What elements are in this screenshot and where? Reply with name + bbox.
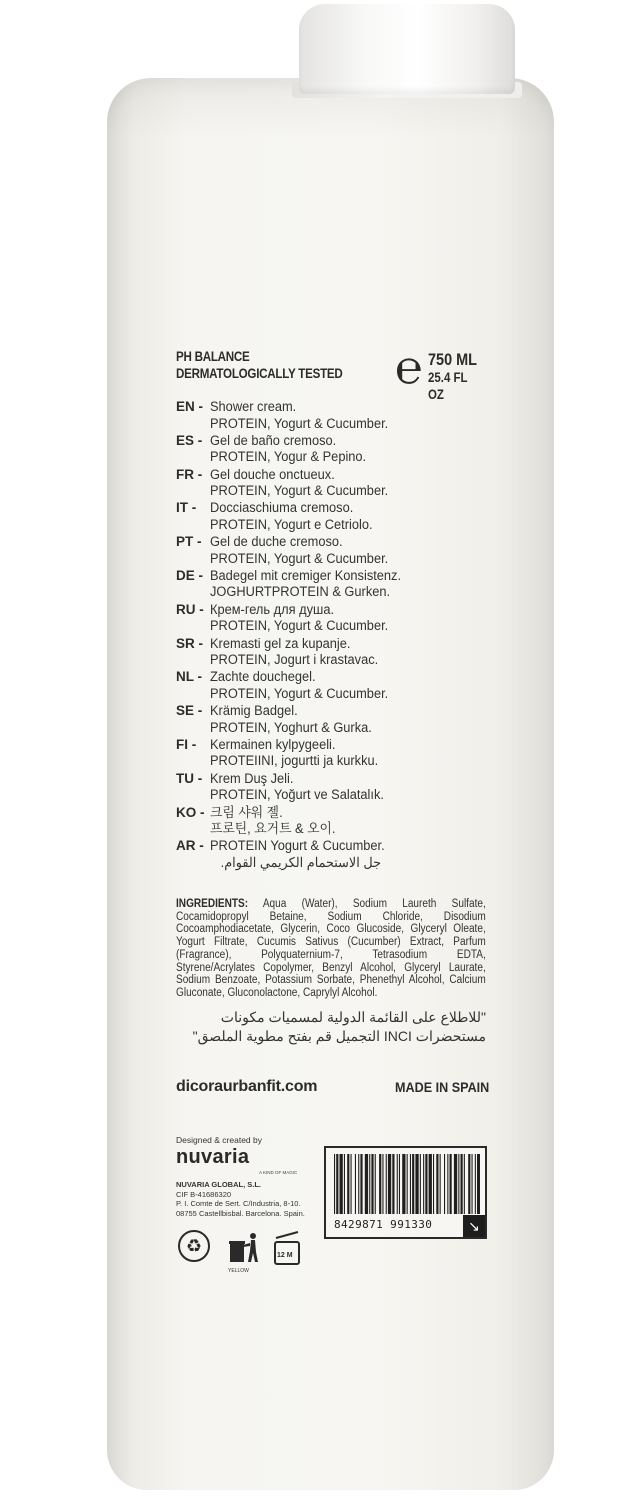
- ingredients-heading: INGREDIENTS:: [176, 898, 249, 910]
- language-row: [176, 399, 486, 433]
- barcode-bar: [371, 1154, 373, 1214]
- language-text: [210, 399, 388, 432]
- claim-ph-balance: PH BALANCE: [176, 349, 250, 364]
- barcode-bar: [472, 1154, 473, 1214]
- tidyman-icon: [227, 1230, 261, 1264]
- language-text: [210, 467, 388, 500]
- arrow-icon: ↘: [463, 1215, 485, 1237]
- product-name: Gel de baño cremoso.: [210, 432, 337, 448]
- barcode-bar: [447, 1154, 448, 1214]
- barcode-bar: [450, 1154, 452, 1214]
- barcode-bar: [468, 1154, 470, 1214]
- barcode-bar: [399, 1154, 400, 1214]
- barcode-bar: [425, 1154, 427, 1214]
- barcode-bar: [379, 1154, 381, 1214]
- arabic-inci-note: [176, 1008, 486, 1046]
- language-code: SR -: [176, 635, 203, 651]
- language-row: [176, 568, 486, 602]
- language-code: RU -: [176, 601, 204, 617]
- language-text: [210, 534, 388, 567]
- language-code: KO -: [176, 804, 205, 820]
- language-code: NL -: [176, 669, 202, 685]
- company-address-1: P. I. Comte de Sert. C/Industria, 8-10.: [176, 1199, 301, 1208]
- company-info: [176, 1180, 305, 1218]
- language-code: DE -: [176, 567, 203, 583]
- barcode-bar: [423, 1154, 424, 1214]
- open-jar-icon: [272, 1228, 302, 1266]
- language-row: [176, 467, 486, 501]
- barcode-bar: [454, 1154, 457, 1214]
- language-row: [176, 500, 486, 534]
- arabic-note-line-2: مستحضرات INCI التجميل قم بفتح مطوية الملصق": [192, 1028, 486, 1044]
- barcode-bar: [436, 1154, 438, 1214]
- language-code: TU -: [176, 770, 203, 786]
- product-variant: 프로틴, 요거트 & 오이.: [210, 821, 336, 837]
- language-row: [176, 703, 486, 737]
- ingredients-text: Aqua (Water), Sodium Laureth Sulfate, Cocamidopropyl Betaine, Sodium Chloride, Disodium Cocoamphodiacetate, Glycerin, Coco Glucoside, Glyceryl Oleate, Yogurt Filtrate, Cucumis Sativus (Cucumber) Extract, Parfum (Fragrance), Polyquaternium-7, Tetrasodium EDTA, Styrene/Acrylates Copolymer, Benzyl Alcohol, Glyceryl Laurate, Sodium Benzoate, Potassium Sorbate, Phenethyl Alcohol, Calcium Gluconate, Gluconolactone, Caprylyl Alcohol.: [176, 898, 486, 999]
- barcode-bar: [382, 1154, 383, 1214]
- language-code: AR -: [176, 838, 204, 854]
- product-name: PROTEIN Yogurt & Cucumber.: [210, 838, 385, 854]
- barcode-bar: [412, 1154, 414, 1214]
- barcode-bar: [336, 1154, 338, 1214]
- product-variant: PROTEIN, Yogurt e Cetriolo.: [210, 516, 373, 532]
- language-text: [210, 433, 366, 466]
- product-variant: PROTEIN, Yogurt & Cucumber.: [210, 618, 389, 634]
- tidyman-label: YELLOW: [228, 1268, 249, 1274]
- product-name: Kremasti gel za kupanje.: [210, 635, 351, 651]
- barcode-bar: [388, 1154, 391, 1214]
- barcode-bar: [464, 1154, 465, 1214]
- language-text: [210, 838, 385, 871]
- bottle-cap: [299, 4, 515, 94]
- language-code: SE -: [176, 703, 203, 719]
- product-name: 크림 샤워 젤.: [210, 804, 283, 820]
- language-text: [210, 500, 373, 533]
- barcode-number: 8429871 991330: [334, 1218, 433, 1231]
- language-text: [210, 636, 378, 669]
- language-code: PT -: [176, 534, 202, 550]
- barcode-bar: [375, 1154, 376, 1214]
- barcode-bar: [358, 1154, 359, 1214]
- language-list: [176, 399, 486, 872]
- barcode-bar: [344, 1154, 345, 1214]
- website-url: dicoraurbanfit.com: [176, 1078, 318, 1095]
- packaging-symbols: [176, 1228, 316, 1288]
- product-variant: PROTEIN, Yogurt & Cucumber.: [210, 415, 389, 431]
- volume-oz: 25.4 FL OZ: [428, 370, 468, 402]
- product-name: Krämig Badgel.: [210, 703, 298, 719]
- language-code: EN -: [176, 399, 203, 414]
- barcode-bar: [475, 1154, 476, 1214]
- barcode-bar: [347, 1154, 349, 1214]
- language-row: [176, 838, 486, 872]
- nuvaria-logo: nuvaria: [176, 1146, 250, 1168]
- language-code: FR -: [176, 466, 203, 482]
- company-name: NUVARIA GLOBAL, S.L.: [176, 1180, 261, 1189]
- language-text: [210, 771, 384, 804]
- barcode-bar: [340, 1154, 343, 1214]
- brand-tagline: A KIND OF MAGIC: [259, 1170, 298, 1175]
- barcode-bar: [351, 1154, 352, 1214]
- estimated-sign-icon: ℮: [395, 340, 423, 394]
- product-name: Krem Duş Jeli.: [210, 770, 294, 786]
- language-code: ES -: [176, 432, 203, 448]
- language-text: [210, 737, 378, 770]
- barcode-bar: [402, 1154, 405, 1214]
- product-variant: جل الاستحمام الكريمي القوام.: [220, 854, 381, 870]
- designed-by-label: Designed & created by: [176, 1135, 262, 1145]
- barcode-bar: [444, 1154, 445, 1214]
- barcode-bar: [407, 1154, 408, 1214]
- recycle-icon: ♻: [178, 1230, 210, 1262]
- barcode-bar: [360, 1154, 362, 1214]
- barcode-bar: [410, 1154, 411, 1214]
- language-row: [176, 737, 486, 771]
- ingredients-list: [176, 898, 486, 1000]
- language-code: IT -: [176, 500, 197, 516]
- pao-label: 12 M: [277, 1252, 293, 1259]
- barcode-bar: [415, 1154, 418, 1214]
- product-name: Shower cream.: [210, 399, 297, 414]
- product-variant: JOGHURTPROTEIN & Gurken.: [210, 584, 391, 600]
- language-text: [210, 703, 372, 736]
- arabic-note-line-1: "للاطلاع على القائمة الدولية لمسميات مكونات: [220, 1009, 486, 1025]
- barcode-bar: [477, 1154, 480, 1214]
- volume-ml: 750 ML: [428, 350, 477, 369]
- barcode-bar: [355, 1154, 356, 1214]
- product-variant: PROTEIN, Yogurt & Cucumber.: [210, 483, 389, 499]
- language-row: [176, 805, 486, 839]
- volume-info: [428, 350, 477, 403]
- language-row: [176, 602, 486, 636]
- barcode-bars: [332, 1154, 480, 1214]
- product-name: Kermainen kylpygeeli.: [210, 736, 336, 752]
- product-name: Крем-гель для душа.: [210, 601, 335, 617]
- language-row: [176, 534, 486, 568]
- barcode-bar: [365, 1154, 368, 1214]
- barcode-bar: [429, 1154, 432, 1214]
- language-text: [210, 568, 401, 601]
- language-row: [176, 433, 486, 467]
- barcode: [324, 1146, 487, 1239]
- barcode-bar: [420, 1154, 421, 1214]
- barcode-bar: [397, 1154, 398, 1214]
- barcode-bar: [461, 1154, 463, 1214]
- language-row: [176, 636, 486, 670]
- claim-dermatologically-tested: DERMATOLOGICALLY TESTED: [176, 366, 343, 381]
- product-variant: PROTEIN, Jogurt i krastavac.: [210, 652, 379, 668]
- barcode-bar: [334, 1154, 335, 1214]
- company-address-2: 08755 Castellbisbal. Barcelona. Spain.: [176, 1208, 305, 1218]
- company-cif: CIF B-41686320: [176, 1189, 232, 1199]
- product-variant: PROTEIN, Yoghurt & Gurka.: [210, 719, 372, 735]
- product-name: Gel de duche cremoso.: [210, 534, 343, 550]
- language-row: [176, 669, 486, 703]
- barcode-bar: [392, 1154, 394, 1214]
- product-name: Gel douche onctueux.: [210, 466, 335, 482]
- language-text: [210, 602, 388, 635]
- product-name: Zachte douchegel.: [210, 669, 316, 685]
- language-row: [176, 771, 486, 805]
- product-variant: PROTEIN, Yogur & Pepino.: [210, 449, 367, 465]
- made-in-spain: MADE IN SPAIN: [395, 1079, 490, 1095]
- language-code: FI -: [176, 736, 197, 752]
- product-variant: PROTEIN, Yogurt & Cucumber.: [210, 685, 389, 701]
- product-claims: [176, 348, 343, 382]
- product-name: Docciaschiuma cremoso.: [210, 500, 354, 516]
- barcode-bar: [433, 1154, 434, 1214]
- product-variant: PROTEIINI, jogurtti ja kurkku.: [210, 753, 379, 769]
- product-name: Badegel mit cremiger Konsistenz.: [210, 567, 402, 583]
- barcode-bar: [458, 1154, 459, 1214]
- product-variant: PROTEIN, Yogurt & Cucumber.: [210, 550, 389, 566]
- product-variant: PROTEIN, Yoğurt ve Salatalık.: [210, 787, 384, 803]
- barcode-bar: [369, 1154, 370, 1214]
- barcode-bar: [386, 1154, 387, 1214]
- language-text: [210, 805, 335, 838]
- barcode-bar: [440, 1154, 441, 1214]
- language-text: [210, 669, 388, 702]
